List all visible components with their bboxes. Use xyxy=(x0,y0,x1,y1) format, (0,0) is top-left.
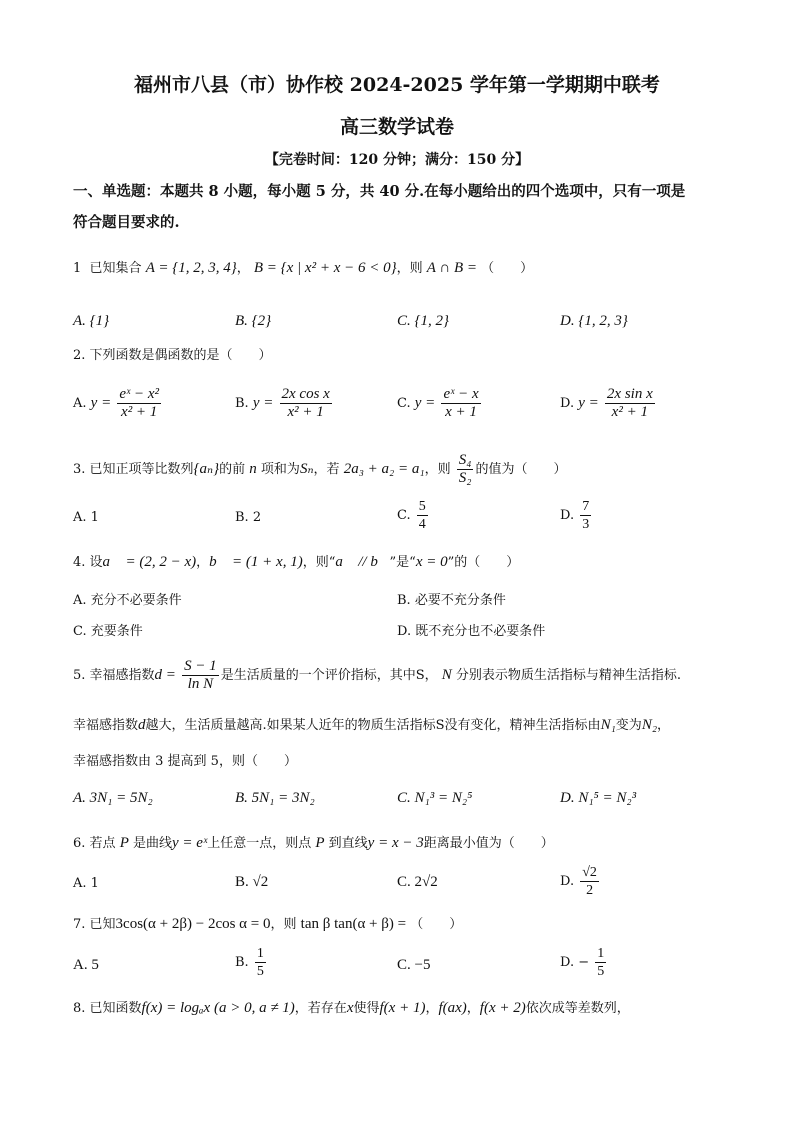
q7-d-label: D. − xyxy=(560,955,590,970)
q5-line2-e: ， xyxy=(657,718,671,733)
question-5-line3: 幸福感指数由 3 提高到 5，则（ ） xyxy=(73,754,297,769)
q2-c-den: x + 1 xyxy=(445,404,477,420)
q1-set-a: A = {1, 2, 3, 4} xyxy=(145,260,237,276)
q2-b-num: 2x cos x xyxy=(281,386,330,402)
q7-option-a[interactable]: A. 5 xyxy=(73,957,99,973)
q2-c-lhs: y = xyxy=(414,395,436,411)
q7-b-num: 1 xyxy=(256,946,264,961)
section-heading-line2: 符合题目要求的. xyxy=(73,214,180,231)
q2-d-num: 2x sin x xyxy=(606,386,653,402)
question-8 xyxy=(73,998,733,1019)
q3-cond: 2a₃ + a₂ = a₁ xyxy=(343,461,425,477)
q1-option-b[interactable]: B. {2} xyxy=(235,313,272,329)
q6-p2: P xyxy=(315,835,325,851)
q6-line: y = x − 3 xyxy=(367,835,424,851)
q5-option-a[interactable]: A. 3N₁ = 5N₂ xyxy=(73,790,153,806)
section-heading xyxy=(73,176,733,238)
q5-text-b: 是生活质量的一个评价指标，其中S， xyxy=(220,668,438,683)
q1-set-b: B = {x | x² + x − 6 < 0} xyxy=(253,260,397,276)
q4-cond2: x = 0 xyxy=(415,554,448,570)
q3-d-label: D. xyxy=(560,508,575,523)
q3-option-c[interactable] xyxy=(397,498,430,533)
q5-text-c: 分别表示物质生活指标与精神生活指标. xyxy=(455,668,682,683)
q6-d-den: 2 xyxy=(586,883,594,898)
q2-a-den: x² + 1 xyxy=(121,404,158,420)
q5-line2-c: 变为 xyxy=(615,718,642,733)
q2-a-lhs: y = xyxy=(90,395,112,411)
q8-text-b: ，若存在 xyxy=(294,1001,347,1016)
q8-text-c: 使得 xyxy=(353,1001,380,1016)
q7-eq: 3cos(α + 2β) − 2cos α = 0 xyxy=(115,916,271,932)
q5-n1: N₁ xyxy=(600,717,616,733)
q3-ratio-den: S₂ xyxy=(458,470,472,486)
q5-option-d[interactable]: D. N₁⁵ = N₂³ xyxy=(560,790,637,806)
q3-text-c: 项和为 xyxy=(260,462,300,477)
q7-text-a: 7. 已知 xyxy=(73,917,116,932)
q3-seq: {aₙ} xyxy=(193,461,220,477)
q7-b-label: B. xyxy=(235,955,249,970)
q6-d-num: √2 xyxy=(582,865,597,880)
q2-d-den: x² + 1 xyxy=(611,404,648,420)
q1-bracket: （ ） xyxy=(481,261,534,276)
question-2: 2. 下列函数是偶函数的是（ ） xyxy=(73,348,272,363)
q6-text-b: 是曲线 xyxy=(133,836,173,851)
q2-option-d[interactable] xyxy=(560,386,657,421)
q2-option-a[interactable] xyxy=(73,386,163,421)
question-5-line1 xyxy=(73,658,733,693)
q1-number: 1 xyxy=(73,261,82,276)
q6-option-b[interactable]: B. √2 xyxy=(235,874,269,890)
q3-option-a[interactable]: A. 1 xyxy=(73,510,99,525)
q2-option-b[interactable] xyxy=(235,386,334,421)
q4-vec-a: a⃗ = (2, 2 − x) xyxy=(102,554,197,570)
q3-option-d[interactable] xyxy=(560,498,593,533)
q5-n2: N₂ xyxy=(641,717,658,733)
question-5-line2 xyxy=(73,715,733,736)
q5-line2-b: 越大，生活质量越高.如果某人近年的物质生活指标S没有变化，精神生活指标由 xyxy=(145,718,601,733)
q2-a-num: eˣ − x² xyxy=(119,386,160,402)
q5-num: S − 1 xyxy=(184,658,217,674)
q1-text-b: ，则 xyxy=(396,261,423,276)
q7-option-d[interactable] xyxy=(560,945,608,980)
exam-title: 福州市八县（市）协作校 2024-2025 学年第一学期期中联考 xyxy=(134,74,660,96)
q2-option-c[interactable] xyxy=(397,386,483,421)
q8-text-a: 8. 已知函数 xyxy=(73,1001,142,1016)
q3-text-a: 3. 已知正项等比数列 xyxy=(73,462,194,477)
q2-c-num: eˣ − x xyxy=(443,386,479,402)
q7-d-den: 5 xyxy=(597,964,605,979)
q5-d-eq: d = xyxy=(154,667,176,683)
q6-curve: y = eˣ xyxy=(172,835,208,851)
question-1: 1 已知集合 A = {1, 2, 3, 4}， B = {x | x² + x − 6 < 0}，则 A ∩ B = （ ） xyxy=(73,260,534,276)
q8-c2: ， xyxy=(466,1001,480,1016)
question-6 xyxy=(73,833,733,854)
q6-d-label: D. xyxy=(560,874,575,889)
q2-c-label: C. xyxy=(397,396,411,411)
q1-expr: A ∩ B = xyxy=(426,260,478,276)
q2-a-label: A. xyxy=(73,396,87,411)
q7-text-b: ，则 xyxy=(270,917,297,932)
q4-text-d: ”的（ ） xyxy=(447,555,520,570)
q5-N: N xyxy=(441,667,452,683)
q4-option-a[interactable]: A. 充分不必要条件 xyxy=(73,593,182,608)
q8-func: f(x) = logₐx (a > 0, a ≠ 1) xyxy=(141,1000,295,1016)
q7-expr: tan β tan(α + β) = xyxy=(300,916,407,932)
q1-option-a[interactable]: A. {1} xyxy=(73,313,110,329)
q6-p1: P xyxy=(119,835,129,851)
q3-c-den: 4 xyxy=(418,517,426,532)
q7-b-den: 5 xyxy=(256,964,264,979)
q8-f1: f(x + 1) xyxy=(379,1000,426,1016)
q6-text-c: 上任意一点，则点 xyxy=(207,836,312,851)
exam-info: 【完卷时间：120 分钟；满分：150 分】 xyxy=(264,152,530,168)
q6-text-e: 距离最小值为（ ） xyxy=(423,836,554,851)
q4-text-b: ，则“ xyxy=(302,555,336,570)
q8-text-d: 依次成等差数列， xyxy=(525,1001,630,1016)
q2-b-den: x² + 1 xyxy=(287,404,324,420)
q3-d-num: 7 xyxy=(582,499,590,514)
q3-d-den: 3 xyxy=(582,517,590,532)
exam-subject: 高三数学试卷 xyxy=(339,116,454,138)
q4-cond1: a⃗ // b⃗ xyxy=(335,554,390,570)
q4-text-a: 4. 设 xyxy=(73,555,103,570)
q5-option-c[interactable]: C. N₁³ = N₂⁵ xyxy=(397,790,473,806)
q3-text-b: 的前 xyxy=(219,462,246,477)
q8-c1: ， xyxy=(425,1001,439,1016)
q8-f3: f(x + 2) xyxy=(479,1000,526,1016)
q3-ratio-num: S₄ xyxy=(458,452,472,468)
q3-option-b[interactable]: B. 2 xyxy=(235,510,262,525)
q7-bracket: （ ） xyxy=(410,917,463,932)
question-3 xyxy=(73,452,733,487)
q6-text-d: 到直线 xyxy=(328,836,368,851)
q2-d-label: D. xyxy=(560,396,575,411)
q3-c-num: 5 xyxy=(418,499,426,514)
question-4 xyxy=(73,552,733,573)
q2-d-lhs: y = xyxy=(578,395,599,411)
q7-option-b[interactable] xyxy=(235,945,268,980)
q5-option-b[interactable]: B. 5N₁ = 3N₂ xyxy=(235,790,315,806)
q3-n: n xyxy=(249,461,257,477)
q3-c-label: C. xyxy=(397,508,411,523)
q5-text-a: 5. 幸福感指数 xyxy=(73,668,155,683)
q7-d-num: 1 xyxy=(597,946,605,961)
q4-option-d[interactable]: D. 既不充分也不必要条件 xyxy=(397,624,546,639)
q4-sep: ， xyxy=(196,555,210,570)
q5-line2-d: d xyxy=(138,717,146,733)
q2-b-lhs: y = xyxy=(252,395,274,411)
q4-vec-b: b⃗ = (1 + x, 1) xyxy=(209,554,303,570)
q6-option-d[interactable] xyxy=(560,864,601,899)
q1-text: 已知集合 xyxy=(89,261,142,276)
q4-option-c[interactable]: C. 充要条件 xyxy=(73,624,143,639)
section-heading-line1: 一、单选题：本题共 8 小题，每小题 5 分，共 40 分.在每小题给出的四个选项中，只有一项是 xyxy=(73,183,686,200)
q4-text-c: ”是“ xyxy=(389,555,416,570)
q2-b-label: B. xyxy=(235,396,249,411)
q1-option-c[interactable]: C. {1, 2} xyxy=(397,313,450,329)
q3-text-d: ，若 xyxy=(313,462,340,477)
q3-sn: Sₙ xyxy=(299,461,314,477)
q5-line2-a: 幸福感指数 xyxy=(73,718,139,733)
q6-option-c[interactable]: C. 2√2 xyxy=(397,874,438,890)
q4-option-b[interactable]: B. 必要不充分条件 xyxy=(397,593,506,608)
q5-den: ln N xyxy=(187,676,214,692)
q3-text-f: 的值为（ ） xyxy=(475,462,567,477)
q8-x: x xyxy=(346,1000,354,1016)
q1-option-d[interactable]: D. {1, 2, 3} xyxy=(560,313,628,329)
q6-text-a: 6. 若点 xyxy=(73,836,116,851)
q6-option-a[interactable]: A. 1 xyxy=(73,876,99,891)
question-7 xyxy=(73,914,733,935)
q3-text-e: ，则 xyxy=(424,462,451,477)
q7-option-c[interactable]: C. −5 xyxy=(397,957,431,973)
q8-f2: f(ax) xyxy=(438,1000,467,1016)
